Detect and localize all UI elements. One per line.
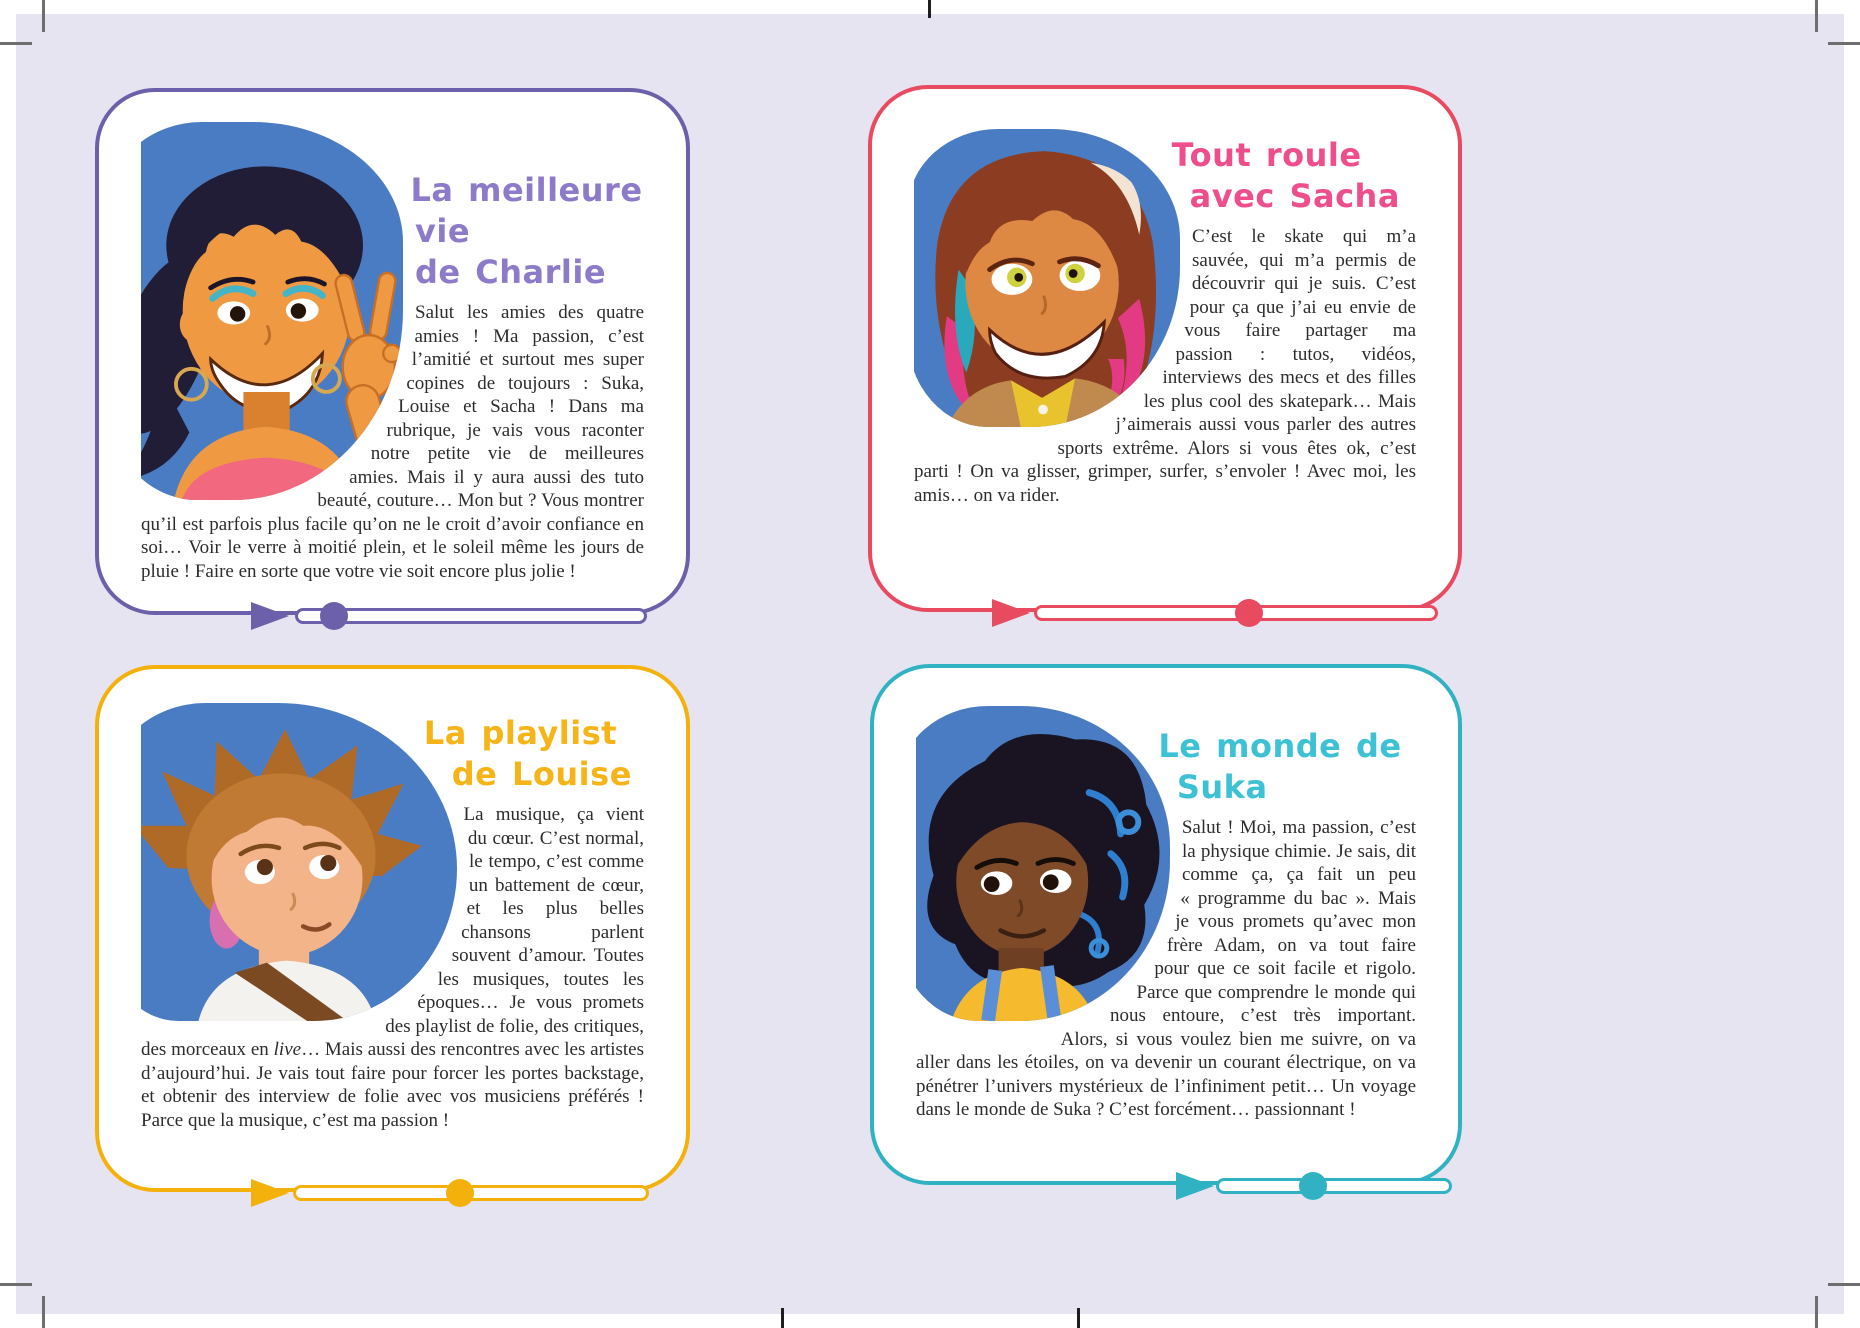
card-sacha-bottom-decoration	[868, 596, 1463, 630]
progress-track	[293, 1185, 649, 1201]
title-line: avec Sacha	[1189, 177, 1400, 215]
card-louise-bottom-decoration	[95, 1176, 691, 1210]
title-line: La meilleure vie	[410, 171, 643, 250]
play-arrow-icon	[251, 1179, 289, 1207]
progress-track	[295, 608, 647, 624]
crop-mark-bottom-left-horizontal	[0, 1283, 32, 1286]
body-text: La musique, ça vient du cœur. C’est normal, le tempo, c’est comme un battement de cœur, et les plus belles chansons parlent souvent d’amour. Toutes les musiques, toutes les époques… Je vous promets des playlist de folie, des critiques, des morceaux en	[141, 804, 644, 1060]
card-body-charlie: Salut les amies des quatre amies ! Ma passion, c’est l’amitié et surtout mes super copines de toujours : Suka, Louise et Sacha ! Dans ma rubrique, je vais vous raconter notre petite vie de meilleures amies. Mais il y aura aussi des tuto beauté, couture… Mon but ? Vous montrer qu’il est parfois plus facile qu’on ne le croit d’avoir confiance en soi… Voir le verre à moitié plein, et le soleil même les jours de pluie ! Faire en sorte que votre vie soit encore plus jolie !	[141, 302, 644, 582]
crop-mark-bottom-center-right	[1077, 1308, 1080, 1328]
crop-mark-top-right-horizontal	[1828, 42, 1860, 45]
title-line: de Charlie	[415, 253, 607, 291]
card-charlie	[95, 88, 690, 615]
card-body-suka: Salut ! Moi, ma passion, c’est la physique chimie. Je sais, dit comme ça, ça fait un peu « programme du bac ». Mais je vous promets qu’avec mon frère Adam, on va tout faire pour que ce soit facile et rigolo. Parce que comprendre le monde qui nous entoure, c’est très important. Alors, si vous voulez bien me suivre, on va aller dans les étoiles, on va devenir un courant électrique, on va pénétrer l’univers mystérieux de l’infiniment petit… Un voyage dans le monde de Suka ? C’est forcément… passionnant !	[916, 817, 1416, 1120]
progress-track	[1216, 1178, 1452, 1194]
crop-mark-bottom-right-horizontal	[1828, 1283, 1860, 1286]
play-arrow-icon	[992, 599, 1030, 627]
card-sacha	[868, 85, 1462, 612]
progress-track	[1034, 605, 1438, 621]
play-arrow-icon	[1176, 1172, 1214, 1200]
progress-dot	[446, 1179, 474, 1207]
crop-mark-top-center	[928, 0, 931, 18]
crop-mark-top-right-vertical	[1815, 0, 1818, 32]
crop-mark-bottom-center-left	[781, 1308, 784, 1328]
crop-mark-top-left-vertical	[42, 0, 45, 32]
progress-dot	[320, 602, 348, 630]
crop-mark-bottom-left-vertical	[42, 1296, 45, 1328]
progress-dot	[1235, 599, 1263, 627]
title-line: Tout roule	[1171, 136, 1362, 174]
progress-dot	[1299, 1172, 1327, 1200]
card-suka	[870, 664, 1462, 1185]
body-text-italic: live	[273, 1039, 302, 1060]
body-text: … Mais aussi des rencontres avec les artistes d’aujourd’hui. Je vais tout faire pour forcer les portes backstage, et obtenir des interview de folie avec vos musiciens préférés ! Parce que la musique, c’est ma passion !	[141, 1039, 644, 1131]
title-line: de Louise	[451, 755, 632, 793]
card-charlie-bottom-decoration	[95, 599, 691, 633]
crop-mark-top-left-horizontal	[0, 42, 32, 45]
card-suka-bottom-decoration	[870, 1169, 1463, 1203]
title-line: La playlist	[423, 714, 618, 752]
card-body-sacha: C’est le skate qui m’a sauvée, qui m’a permis de découvrir qui je suis. C’est pour ça que j’ai eu envie de vous faire partager ma passion : tutos, vidéos, interviews des mecs et des filles les plus cool des skatepark… Mais j’aimerais aussi vous parler des autres sports extrême. Alors si vous êtes ok, c’est parti ! On va glisser, grimper, surfer, s’envoler ! Avec moi, les amis… on va rider.	[914, 226, 1416, 506]
play-arrow-icon	[251, 602, 289, 630]
crop-mark-bottom-right-vertical	[1815, 1296, 1818, 1328]
title-line: Le monde de Suka	[1158, 727, 1402, 806]
card-louise	[95, 665, 690, 1192]
